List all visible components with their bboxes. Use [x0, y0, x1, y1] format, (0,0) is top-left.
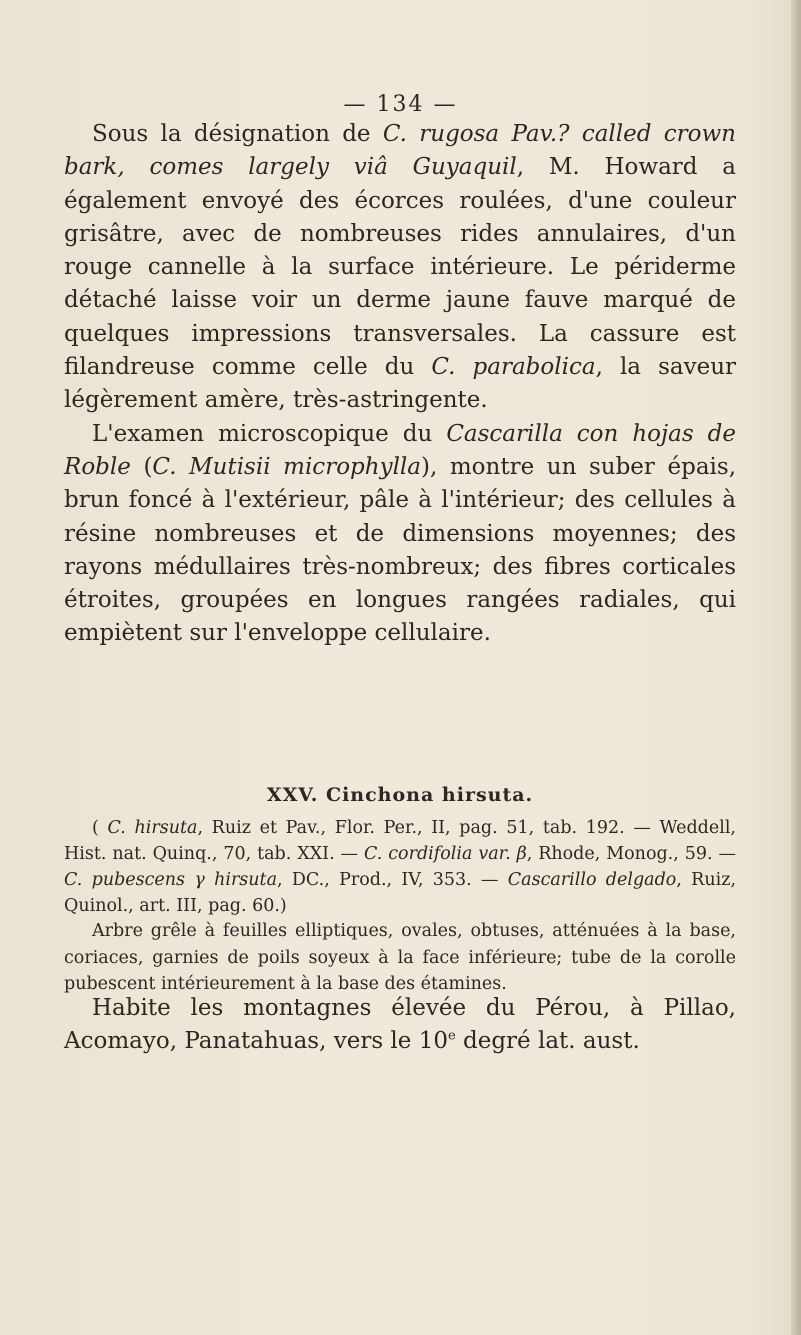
text-run: Habite les montagnes élevée du Pérou, à Pillao, Acomayo, Panatahuas, vers le 10	[64, 995, 736, 1054]
italic-run: C. pubescens γ hirsuta	[64, 870, 278, 890]
description-paragraph: Arbre grêle à feuilles elliptiques, ovales, obtuses, atténuées à la base, coriaces, garnies de poils soyeux à la face inférieure; tube de la corolle pubescent intérieurement à la base des étamines.	[64, 921, 736, 994]
paragraph-crown-bark	[64, 118, 736, 418]
italic-run: C. cordifolia var. β	[364, 844, 527, 864]
synonymy-block	[64, 815, 736, 919]
text-run: degré lat. aust.	[455, 1028, 640, 1054]
habitat-paragraph	[64, 992, 736, 1058]
page-number: — 134 —	[343, 92, 458, 117]
text-run: (	[92, 818, 108, 838]
page-edge	[791, 0, 801, 1335]
main-text	[64, 118, 736, 651]
section-heading: XXV. Cinchona hirsuta.	[266, 784, 534, 806]
text-run: Sous la désignation de	[92, 121, 383, 147]
text-run: , Ruiz, Quinol., art. III, pag. 60.)	[64, 870, 737, 916]
italic-run: C. rugosa Pav.? called crown bark, comes largely viâ Guyaquil	[64, 121, 736, 181]
text-run: , Rhode, Monog., 59. —	[526, 844, 736, 864]
text-run: , Ruiz et Pav., Flor. Per., II, pag. 51, tab. 192. — Weddell, Hist. nat. Quinq., 70, tab. XXI. —	[64, 818, 736, 864]
text-run: L'examen microscopique du	[92, 420, 447, 447]
synonymy-paragraph	[64, 815, 736, 919]
italic-run: C. Mutisii microphylla	[152, 453, 421, 480]
italic-run: C. parabolica	[431, 354, 596, 381]
superscript: e	[447, 1028, 456, 1044]
text-run: ), montre un suber épais, brun foncé à l'extérieur, pâle à l'intérieur; des cellules à résine nombreuses et de dimensions moyennes; des rayons médullaires très-nombreux; des fibres corticales étroites, groupées en longues rangées radiales, qui empiètent sur l'enveloppe cellulaire.	[64, 453, 737, 647]
italic-run: Cascarillo delgado	[507, 870, 677, 890]
italic-run: Cascarilla con hojas de Roble	[64, 420, 736, 480]
description-block	[64, 918, 736, 998]
text-run: , DC., Prod., IV, 353. —	[277, 870, 508, 890]
italic-run: C. hirsuta	[107, 818, 198, 838]
habitat-block	[64, 992, 736, 1058]
text-run: (	[130, 453, 153, 480]
text-run: , M. Howard a également envoyé des écorces roulées, d'une couleur grisâtre, avec de nombreuses rides annulaires, d'un rouge cannelle à la surface intérieure. Le périderme détaché laisse voir un derme jaune fauve marqué de quelques impressions transversales. La cassure est filandreuse comme celle du	[64, 154, 737, 381]
text-run: , la saveur légèrement amère, très-astringente.	[64, 354, 737, 414]
paragraph-microscopic-exam	[64, 418, 736, 651]
